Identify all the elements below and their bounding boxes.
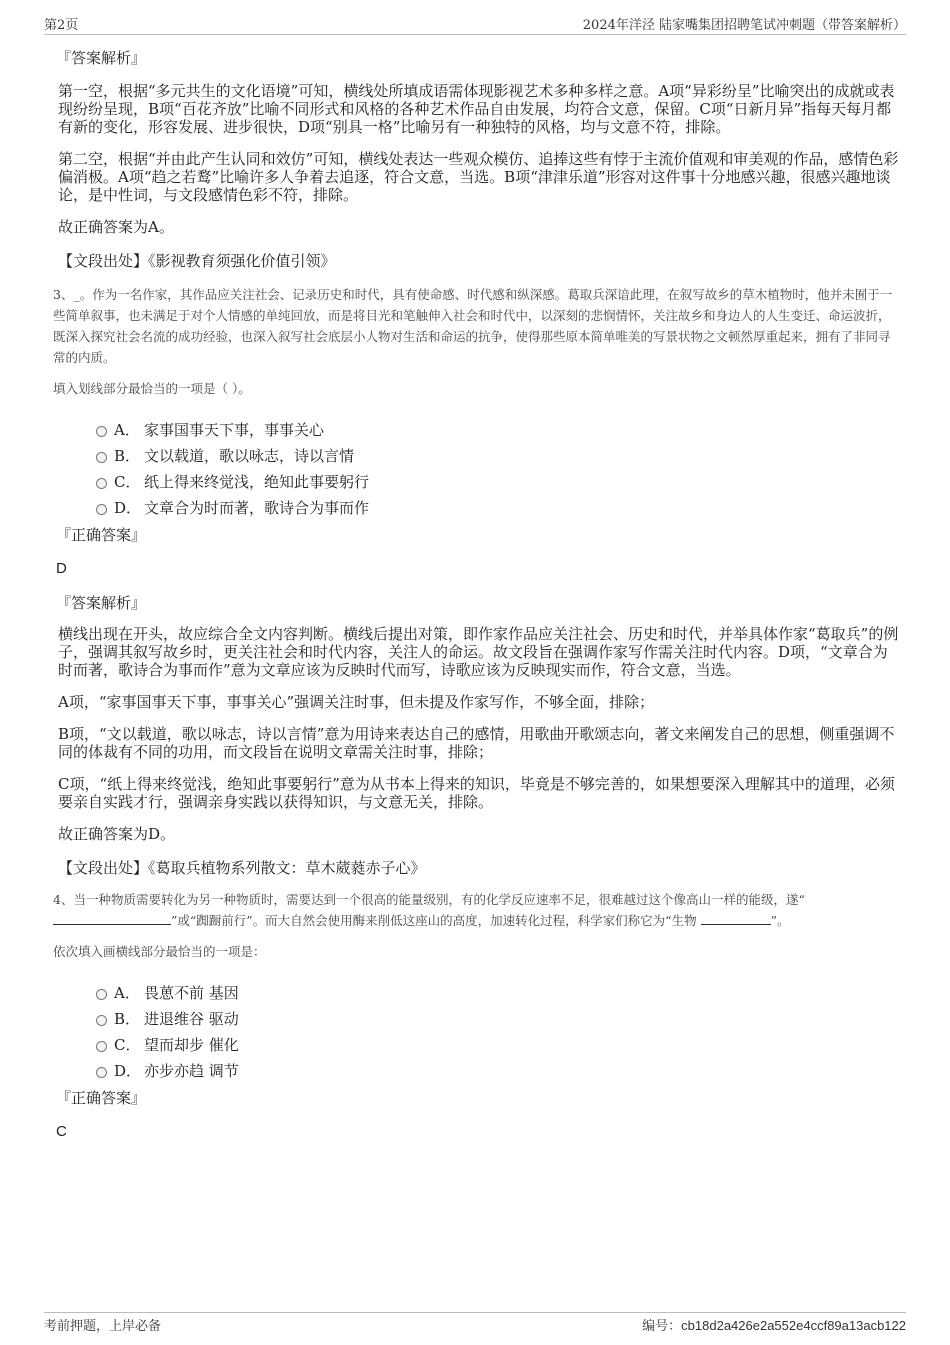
analysis-paragraph: 第一空，根据“多元共生的文化语境”可知，横线处所填成语需体现影视艺术多种多样之意。A项“异彩纷呈”比喻突出的成就或表现纷纷呈现，B项“百花齐放”比喻不同形式和风格的各种艺术作品自由发展，均符合文意，保留。C项“日新月异”指每天每月都有新的变化，形容发展、进步很快，D项“别具一格”比喻另有一种独特的风格，均与文意不符，排除。 — [58, 82, 895, 136]
page-header — [44, 14, 906, 35]
blank-underline — [53, 912, 171, 925]
question-4-prompt: 依次填入画横线部分最恰当的一项是： — [53, 944, 266, 959]
radio-button-icon[interactable] — [96, 1015, 107, 1026]
question-4-text: 4、当一种物质需要转化为另一种物质时，需要达到一个很高的能量级别，有的化学反应速率不足，很难越过这个像高山一样的能级，遂“”或“踟蹰前行”。而大自然会使用酶来削低这座山的高度，加速转化过程，科学家们称它为“生物 ”。 — [53, 892, 805, 928]
option-b[interactable]: B． 文以载道，歌以咏志，诗以言情 — [56, 443, 900, 469]
option-a[interactable]: A． 家事国事天下事，事事关心 — [56, 417, 900, 443]
analysis-paragraph: C项，“纸上得来终觉浅，绝知此事要躬行”意为从书本上得来的知识，毕竟是不够完善的，如果想要深入理解其中的道理，必须要亲自实践才行，强调亲身实践以获得知识，与文意无关，排除。 — [58, 775, 895, 811]
radio-button-icon[interactable] — [96, 478, 107, 489]
question-4-options — [56, 980, 900, 1084]
correct-answer-statement: 故正确答案为A。 — [58, 218, 174, 236]
option-b[interactable]: B． 进退维谷 驱动 — [56, 1006, 900, 1032]
analysis-heading: 『答案解析』 — [56, 49, 147, 67]
document-title: 2024年洋泾 陆家嘴集团招聘笔试冲刺题（带答案解析） — [582, 18, 906, 33]
radio-button-icon[interactable] — [96, 452, 107, 463]
page-content — [53, 46, 900, 1156]
correct-answer-statement: 故正确答案为D。 — [58, 825, 176, 843]
analysis-paragraph: 横线出现在开头，故应综合全文内容判断。横线后提出对策，即作家作品应关注社会、历史和时代，并举具体作家“葛取兵”的例子，强调其叙写故乡时，更关注社会和时代内容，关注人的命运。故文段旨在强调作家写作需关注时代内容。D项，“文章合为时而著，歌诗合为事而作”意为文章应该为反映时代而写，诗歌应该为反映现实而作，符合文意，当选。 — [58, 625, 899, 679]
radio-button-icon[interactable] — [96, 989, 107, 1000]
option-a[interactable]: A． 畏葸不前 基因 — [56, 980, 900, 1006]
option-d[interactable]: D． 文章合为时而著，歌诗合为事而作 — [56, 495, 900, 521]
analysis-heading: 『答案解析』 — [56, 594, 147, 612]
option-d[interactable]: D． 亦步亦趋 调节 — [56, 1058, 900, 1084]
radio-button-icon[interactable] — [96, 426, 107, 437]
question-3-prompt: 填入划线部分最恰当的一项是（ ）。 — [53, 381, 251, 396]
blank-underline — [701, 912, 771, 925]
source-citation: 【文段出处】《葛取兵植物系列散文：草木葳蕤赤子心》 — [58, 859, 426, 877]
analysis-paragraph: B项，“文以载道，歌以咏志，诗以言情”意为用诗来表达自己的感情，用歌曲开歌颂志向，著文来阐发自己的思想，侧重强调不同的体裁有不同的功用，而文段旨在说明文章需关注时事，排除； — [58, 725, 895, 761]
source-citation: 【文段出处】《影视教育须强化价值引领》 — [58, 252, 336, 270]
page-number: 第2页 — [44, 18, 79, 33]
radio-button-icon[interactable] — [96, 1067, 107, 1078]
question-3-text: 3、_。作为一名作家，其作品应关注社会、记录历史和时代，具有使命感、时代感和纵深感。葛取兵深谙此理，在叙写故乡的草木植物时，他并未囿于一些简单叙事，也未满足于对个人情感的单纯回放，而是将目光和笔触伸入社会和时代中，以深刻的悲悯情怀，关注故乡和身边人的人生变迁、命运波折，既深入探究社会名流的成功经验，也深入叙写社会底层小人物对生活和命运的抗争，使得那些原本简单唯美的写景状物之文顿然厚重起来，拥有了非同寻常的内质。 — [53, 287, 893, 365]
correct-answer: C — [56, 1123, 67, 1140]
option-c[interactable]: C． 纸上得来终觉浅，绝知此事要躬行 — [56, 469, 900, 495]
question-3-options — [56, 417, 900, 521]
page-footer — [44, 1312, 906, 1337]
analysis-paragraph: 第二空，根据“并由此产生认同和效仿”可知，横线处表达一些观众模仿、追捧这些有悖于主流价值观和审美观的作品，感情色彩偏消极。A项“趋之若鹜”比喻许多人争着去追逐，符合文意，当选。B项“津津乐道”形容对这件事十分地感兴趣，很感兴趣地谈论，是中性词，与文段感情色彩不符，排除。 — [58, 150, 899, 204]
correct-answer-heading: 『正确答案』 — [56, 526, 147, 544]
correct-answer: D — [56, 560, 67, 577]
document-code: 编号：cb18d2a426e2a552e4ccf89a13acb122 — [642, 1318, 906, 1334]
analysis-paragraph: A项，“家事国事天下事，事事关心”强调关注时事，但未提及作家写作，不够全面，排除； — [58, 693, 655, 711]
footer-slogan: 考前押题，上岸必备 — [44, 1319, 162, 1334]
radio-button-icon[interactable] — [96, 1041, 107, 1052]
correct-answer-heading: 『正确答案』 — [56, 1089, 147, 1107]
option-c[interactable]: C． 望而却步 催化 — [56, 1032, 900, 1058]
radio-button-icon[interactable] — [96, 504, 107, 515]
